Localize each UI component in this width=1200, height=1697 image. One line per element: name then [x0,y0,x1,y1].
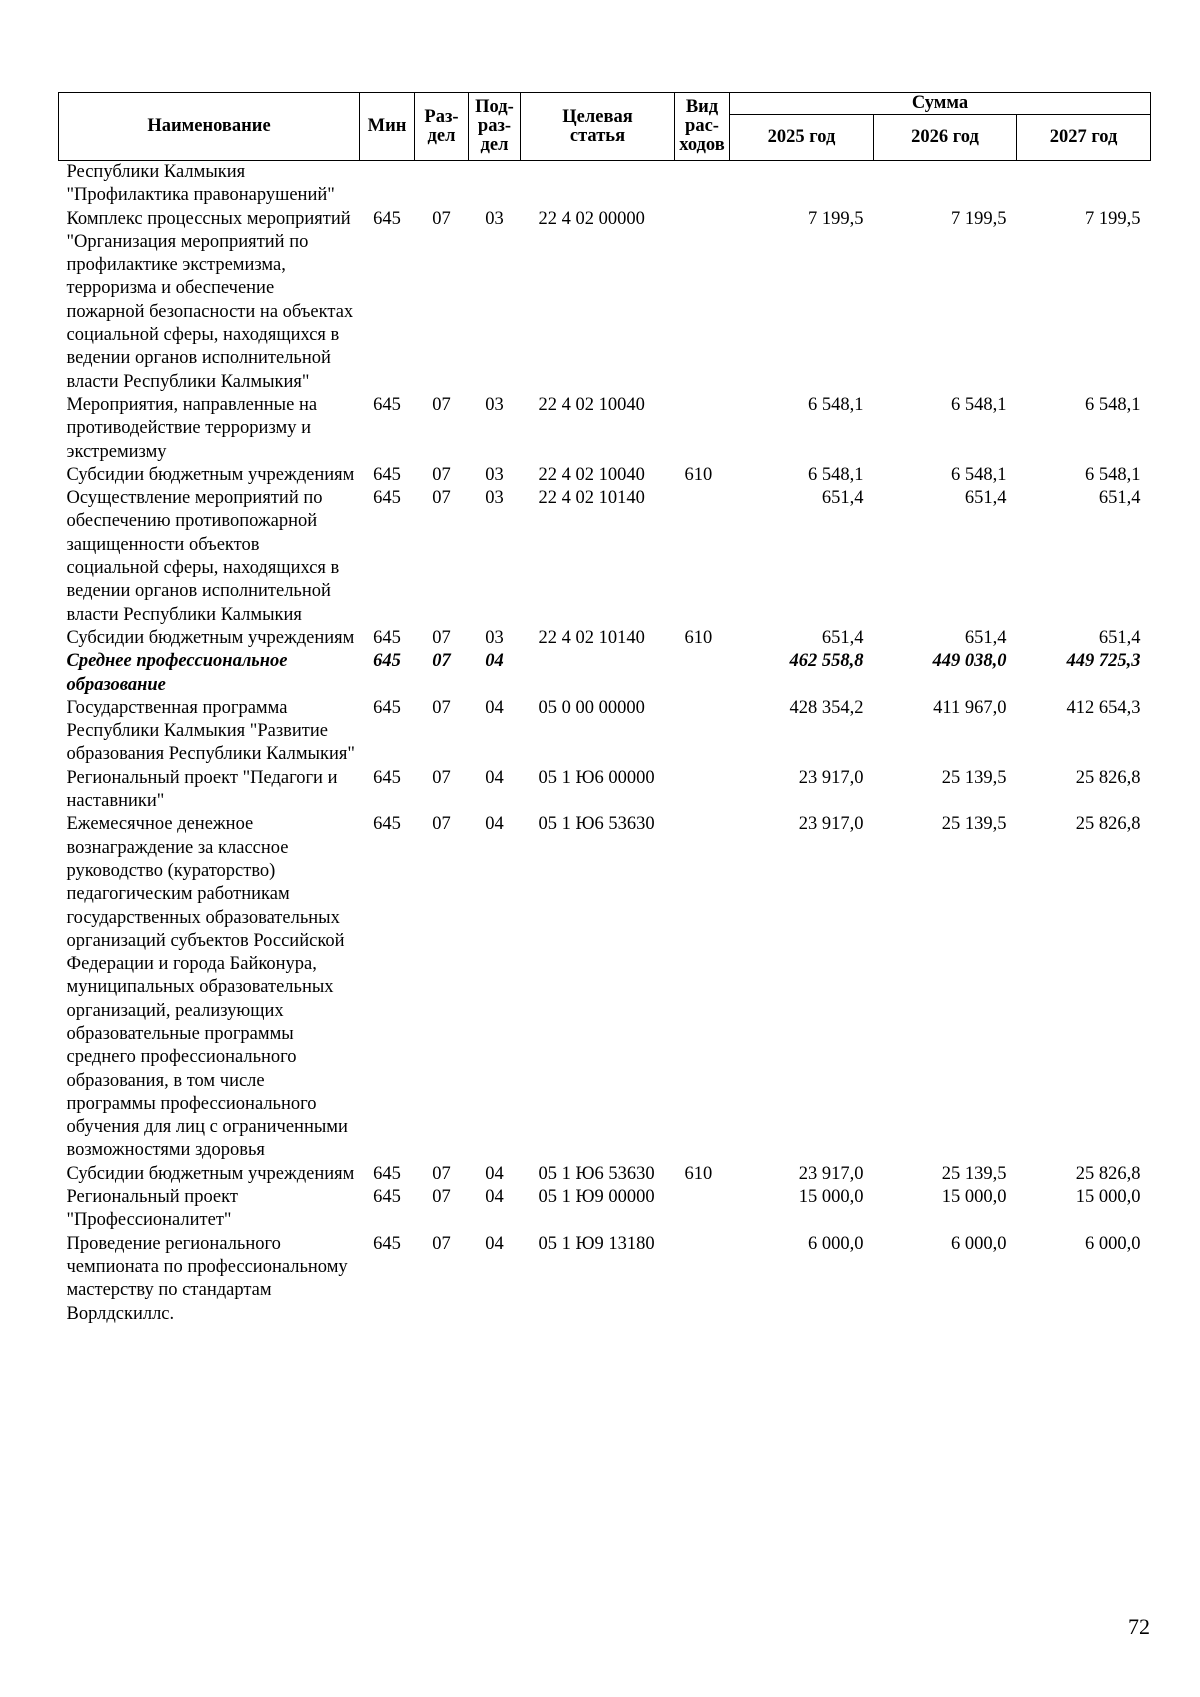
cell-celevaya-statya: 05 1 Ю6 53630 [538,814,655,835]
header-2025: 2025 год [730,115,874,161]
cell-celevaya-statya [521,161,675,208]
cell-name: Субсидии бюджетным учреждениям [66,464,355,485]
cell-podrazdel: 04 [485,697,504,718]
cell-vid-rashodov: 610 [684,1163,713,1184]
cell-2027: 449 725,3 [1066,651,1141,672]
cell-razdel: 07 [432,1233,451,1254]
header-2027: 2027 год [1017,115,1151,161]
cell-celevaya-statya: 05 1 Ю6 53630 [538,1163,655,1184]
cell-name: Ежемесячное денежное вознаграждение за классное руководство (кураторство) педагогическим работникам государственных образовательных организаций субъектов Российской Федерации и города Байконура, муниципальных образовательных организаций, реализующих образовательные программы среднего профессионального образования, в том числе программы профессионального обучения для лиц с ограниченными возможностями здоровья [66,814,348,1161]
cell-razdel: 07 [432,767,451,788]
cell-vid-rashodov [675,1186,730,1233]
cell-celevaya-statya: 05 1 Ю6 00000 [538,767,655,788]
cell-celevaya-statya: 05 0 00 00000 [538,697,645,718]
cell-vid-rashodov [675,161,730,208]
cell-2026: 7 199,5 [951,208,1007,229]
cell-vid-rashodov: 610 [684,464,713,485]
cell-celevaya-statya: 22 4 02 10040 [538,464,645,485]
cell-2027: 25 826,8 [1075,814,1141,835]
cell-vid-rashodov [675,813,730,1162]
cell-podrazdel: 04 [485,814,504,835]
table-row [59,464,1151,487]
cell-razdel: 07 [432,488,451,509]
header-name: Наименование [59,93,360,161]
table-header [59,93,1151,161]
header-vid-rashodov: Вид рас- ходов [675,93,730,161]
cell-razdel [415,161,469,208]
table-row [59,627,1151,650]
cell-celevaya-statya: 22 4 02 00000 [538,208,645,229]
cell-2025: 462 558,8 [789,651,864,672]
cell-vid-rashodov [675,650,730,697]
cell-podrazdel: 03 [485,464,504,485]
cell-2026: 651,4 [964,627,1007,648]
cell-2025: 6 548,1 [808,394,864,415]
table-row [59,1163,1151,1186]
cell-podrazdel: 04 [485,1187,504,1208]
table-row [59,767,1151,814]
cell-celevaya-statya: 22 4 02 10140 [538,488,645,509]
cell-2025 [730,161,874,208]
cell-2026: 25 139,5 [941,814,1007,835]
cell-min [360,161,415,208]
cell-min: 645 [373,814,401,835]
table-row [59,697,1151,767]
cell-2025: 15 000,0 [798,1187,864,1208]
cell-name: Субсидии бюджетным учреждениям [66,627,355,648]
cell-min: 645 [373,697,401,718]
cell-2026: 411 967,0 [933,697,1007,718]
cell-2027: 6 548,1 [1085,464,1141,485]
header-podrazdel: Под- раз- дел [469,93,521,161]
cell-podrazdel: 04 [485,1233,504,1254]
cell-vid-rashodov [675,208,730,394]
cell-2027: 7 199,5 [1085,208,1141,229]
cell-razdel: 07 [432,464,451,485]
cell-2026: 6 548,1 [951,464,1007,485]
cell-2027: 25 826,8 [1075,1163,1141,1184]
cell-2026: 15 000,0 [941,1187,1007,1208]
cell-2025: 23 917,0 [798,767,864,788]
cell-2025: 651,4 [821,488,864,509]
table-row [59,161,1151,208]
cell-podrazdel: 03 [485,488,504,509]
cell-razdel: 07 [432,208,451,229]
cell-podrazdel: 03 [485,394,504,415]
cell-podrazdel: 03 [485,208,504,229]
cell-2026: 449 038,0 [932,651,1007,672]
cell-celevaya-statya: 22 4 02 10140 [538,627,645,648]
cell-2027: 6 548,1 [1085,394,1141,415]
cell-razdel: 07 [432,651,451,672]
cell-2025: 23 917,0 [798,1163,864,1184]
cell-2026: 6 548,1 [951,394,1007,415]
cell-name: Осуществление мероприятий по обеспечению противопожарной защищенности объектов социальной сферы, находящихся в ведении органов исполнительной власти Республики Калмыкия [66,488,340,625]
table-row [59,1233,1151,1326]
cell-razdel: 07 [432,394,451,415]
cell-name: Комплекс процессных мероприятий "Организация мероприятий по профилактике экстремизма, терроризма и обеспечение пожарной безопасности на объектах социальной сферы, находящихся в ведении органов исполнительной власти Республики Калмыкия" [66,208,354,392]
cell-min: 645 [373,464,401,485]
cell-2026 [874,161,1017,208]
table-row [59,650,1151,697]
cell-2025: 7 199,5 [808,208,864,229]
header-summa: Сумма [730,93,1151,115]
cell-min: 645 [373,488,401,509]
cell-2027 [1017,161,1151,208]
cell-vid-rashodov [675,487,730,627]
cell-razdel: 07 [432,697,451,718]
cell-2025: 23 917,0 [798,814,864,835]
cell-podrazdel: 04 [485,1163,504,1184]
cell-2027: 25 826,8 [1075,767,1141,788]
cell-razdel: 07 [432,814,451,835]
cell-min: 645 [373,1187,401,1208]
budget-table [58,92,1151,1326]
cell-podrazdel: 03 [485,627,504,648]
cell-min: 645 [373,1163,401,1184]
cell-2027: 651,4 [1098,627,1141,648]
table-row [59,487,1151,627]
cell-2026: 6 000,0 [951,1233,1007,1254]
cell-min: 645 [373,627,401,648]
header-razdel: Раз- дел [415,93,469,161]
cell-podrazdel: 04 [485,767,504,788]
cell-name: Государственная программа Республики Калмыкия "Развитие образования Республики Калмыкия" [66,697,355,765]
cell-celevaya-statya [521,650,675,697]
cell-min: 645 [373,767,401,788]
cell-vid-rashodov [675,767,730,814]
header-celevaya-statya: Целевая статья [521,93,675,161]
cell-name: Республики Калмыкия "Профилактика правонарушений" [66,162,335,206]
cell-2026: 25 139,5 [941,1163,1007,1184]
cell-2027: 651,4 [1098,488,1141,509]
table-row [59,208,1151,394]
cell-celevaya-statya: 22 4 02 10040 [538,394,645,415]
cell-2026: 25 139,5 [941,767,1007,788]
cell-celevaya-statya: 05 1 Ю9 13180 [538,1233,655,1254]
cell-vid-rashodov [675,1233,730,1326]
cell-vid-rashodov: 610 [684,627,713,648]
cell-min: 645 [373,651,401,672]
cell-name: Субсидии бюджетным учреждениям [66,1163,355,1184]
table-row [59,394,1151,464]
table-body [59,161,1151,1326]
cell-vid-rashodov [675,697,730,767]
cell-2025: 651,4 [821,627,864,648]
cell-min: 645 [373,394,401,415]
header-min: Мин [360,93,415,161]
header-2026: 2026 год [874,115,1017,161]
cell-vid-rashodov [675,394,730,464]
cell-2027: 15 000,0 [1075,1187,1141,1208]
cell-2025: 6 000,0 [808,1233,864,1254]
cell-podrazdel [469,161,521,208]
cell-min: 645 [373,1233,401,1254]
cell-2025: 6 548,1 [808,464,864,485]
cell-podrazdel: 04 [485,651,504,672]
cell-razdel: 07 [432,1163,451,1184]
cell-name: Мероприятия, направленные на противодействие терроризму и экстремизму [66,394,318,462]
cell-2025: 428 354,2 [789,697,864,718]
cell-razdel: 07 [432,1187,451,1208]
page-number: 72 [1128,1614,1150,1639]
cell-name: Среднее профессиональное образование [66,651,288,695]
cell-name: Региональный проект "Педагоги и наставники" [66,767,338,812]
table-row [59,813,1151,1162]
cell-2027: 6 000,0 [1085,1233,1141,1254]
cell-celevaya-statya: 05 1 Ю9 00000 [538,1187,655,1208]
table-row [59,1186,1151,1233]
cell-name: Региональный проект "Профессионалитет" [66,1187,238,1231]
cell-2026: 651,4 [964,488,1007,509]
cell-name: Проведение регионального чемпионата по профессиональному мастерству по стандартам Ворлдскиллс. [66,1233,348,1324]
cell-2027: 412 654,3 [1066,697,1141,718]
cell-razdel: 07 [432,627,451,648]
cell-min: 645 [373,208,401,229]
